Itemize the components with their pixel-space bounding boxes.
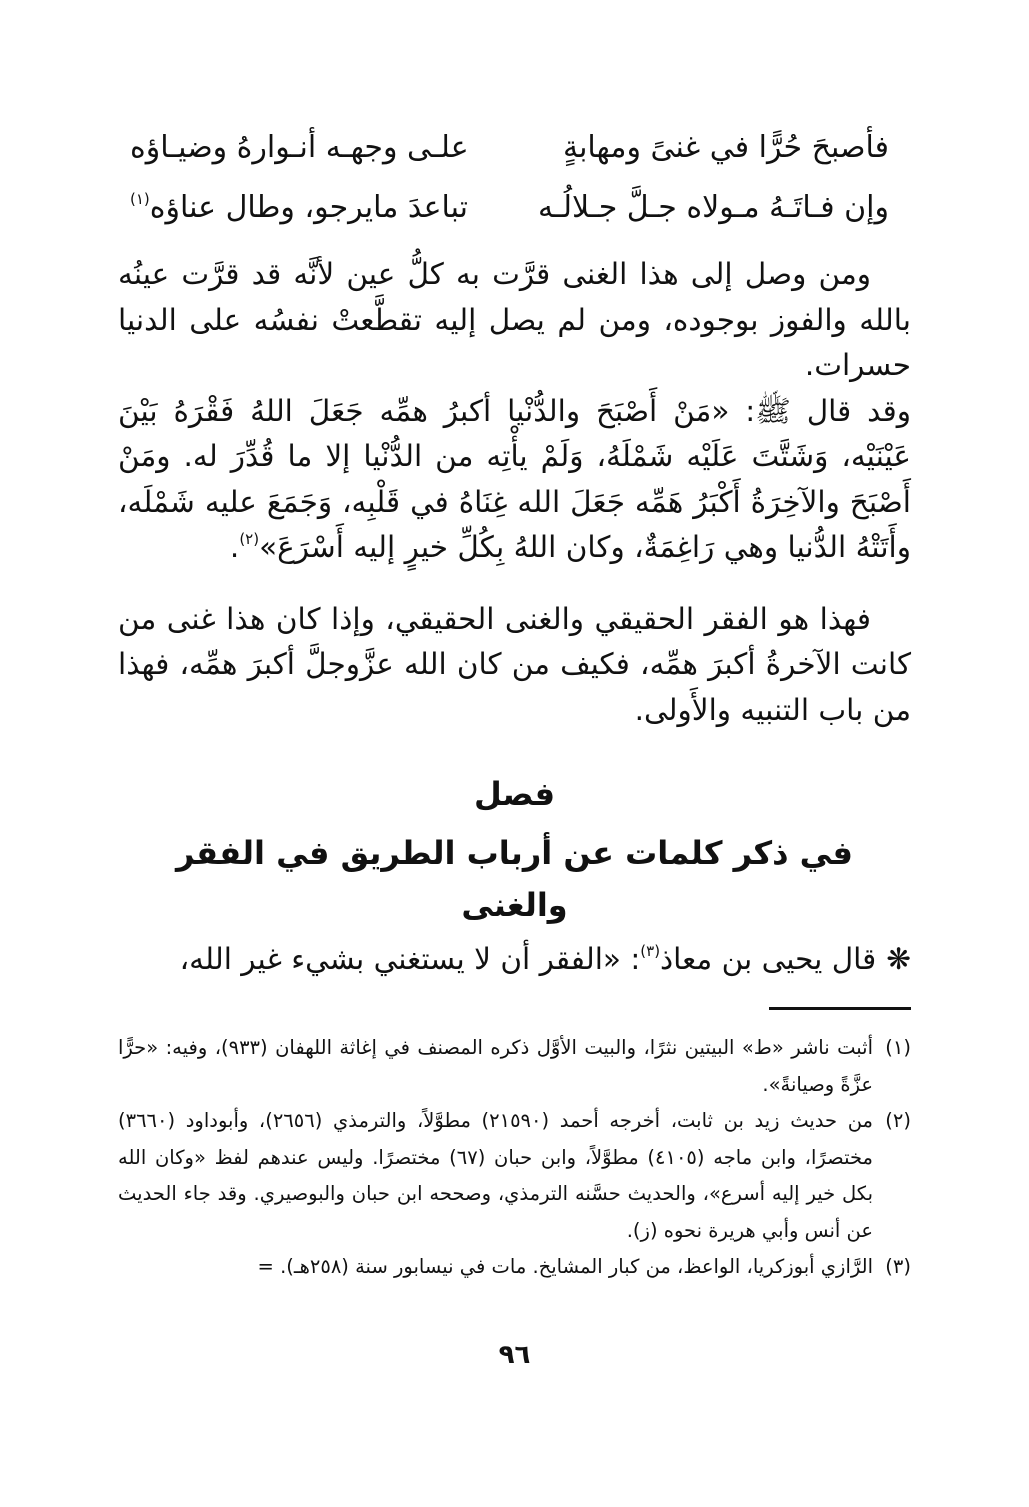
verse-1-first-hemistich: فأصبحَ حُرًّا في غنىً ومهابةٍ: [562, 130, 889, 165]
footnotes: [118, 1030, 911, 1286]
footnote-1-text: أثبت ناشر «ط» البيتين نثرًا، والبيت الأوَّل ذكره المصنف في إغاثة اللهفان (٩٣٣)، وفيه: «حرًّا عزَّةً وصيانةً».: [118, 1036, 873, 1096]
verse-1: [130, 118, 889, 178]
section-subheading: في ذكر كلمات عن أرباب الطريق في الفقر والغنى: [176, 834, 853, 924]
footnote-2-text: من حديث زيد بن ثابت، أخرجه أحمد (٢١٥٩٠) مطوَّلاً، والترمذي (٢٦٥٦)، وأبوداود (٣٦٦٠) مختصرًا، وابن ماجه (٤١٠٥) مطوَّلاً، وابن حبان (٦٧) مختصرًا. وليس عندهم لفظ «وكان الله بكل خير إليه أسرع»، والحديث حسَّنه الترمذي، وصححه ابن حبان والبوصيري. وقد جاء الحديث عن أنس وأبي هريرة نحوه (ز).: [118, 1109, 873, 1242]
page-number: ٩٦: [498, 1340, 531, 1370]
verse-2-second-hemistich: [130, 178, 468, 238]
spacer: [118, 571, 911, 597]
footnote-1: [118, 1030, 911, 1103]
footnote-ref-1: (١): [130, 190, 150, 208]
footnote-3-number: (٣): [885, 1255, 911, 1278]
paragraph-2: [118, 389, 911, 571]
footnote-2-number: (٢): [885, 1109, 911, 1132]
footnote-3: [118, 1249, 911, 1286]
paragraph-3: [118, 597, 911, 734]
verse-2-second-text: تباعدَ مايرجو، وطال عناؤه: [149, 190, 469, 225]
footnote-1-number: (١): [885, 1036, 911, 1059]
paragraph-2-text: وقد قال ﷺ: «مَنْ أَصْبَحَ والدُّنْيا أكبرُ همِّه جَعَلَ اللهُ فَقْرَهُ بَيْنَ عَيْنَيْه، وَشَتَّتَ عَلَيْه شَمْلَهُ، وَلَمْ يأْتِه من الدُّنْيا إلا ما قُدِّرَ له. ومَنْ أَصْبَحَ والآخِرَةُ أَكْبَرُ هَمِّه جَعَلَ الله غِنَاهُ في قَلْبِه، وَجَمَعَ عليه شَمْلَه، وأَتَتْهُ الدُّنيا وهي رَاغِمَةٌ، وكان اللهُ بِكُلِّ خيرٍ إليه أَسْرَعَ»: [118, 393, 911, 564]
paragraph-1: [118, 252, 911, 389]
star-paragraph: [118, 935, 911, 983]
paragraph-3-text: فهذا هو الفقر الحقيقي والغنى الحقيقي، وإذا كان هذا غنى من كانت الآخرةُ أكبرَ همِّه، فكيف من كان الله عزَّوجلَّ أكبرَ همِّه، فهذا من باب التنبيه والأَولى.: [118, 601, 911, 727]
footnote-separator: [769, 1007, 911, 1010]
verse-2: [130, 178, 889, 238]
verse-2-first-hemistich: وإن فـاتَـهُ مـولاه جـلَّ جـلالُـه: [538, 190, 889, 225]
spacer: [118, 238, 911, 252]
section-heading: فصل: [473, 775, 556, 813]
paragraph-2-end: .: [229, 530, 240, 564]
star-paragraph-before: قال يحيى بن معاذ: [660, 942, 877, 976]
footnote-ref-2: (٢): [239, 530, 260, 549]
poetry-block: [118, 118, 911, 238]
verse-1-second-hemistich: علـى وجهـه أنـوارهُ وضيـاؤه: [130, 130, 469, 165]
paragraph-1-text: ومن وصل إلى هذا الغنى قرَّت به كلُّ عين لأنَّه قد قرَّت عينُه بالله والفوز بوجوده، ومن لم يصل إليه تقطَّعتْ نفسُه على الدنيا حسرات.: [118, 257, 911, 382]
star-bullet-icon: ❋: [886, 942, 911, 976]
footnote-ref-3: (٣): [640, 942, 661, 961]
footnote-2: [118, 1103, 911, 1249]
footnote-3-text: الرَّازي أبوزكريا، الواعظ، من كبار المشايخ. مات في نيسابور سنة (٢٥٨هـ). =: [257, 1255, 873, 1278]
star-paragraph-after: : «الفقر أن لا يستغني بشيء غير الله،: [179, 942, 641, 976]
